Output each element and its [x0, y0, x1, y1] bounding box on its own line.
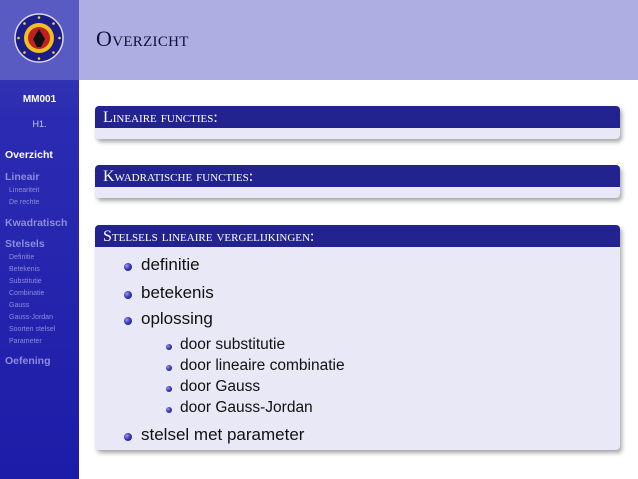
bullet-icon	[124, 317, 132, 325]
block-body	[95, 128, 620, 139]
list-item: stelsel met parameter	[141, 425, 305, 444]
nav-overzicht[interactable]: Overzicht	[5, 149, 53, 161]
frame-header	[79, 0, 638, 80]
list-item: definitie	[141, 255, 200, 274]
nav-lineariteit[interactable]: Lineariteit	[9, 187, 40, 194]
block-title: Stelsels lineaire vergelijkingen:	[95, 225, 620, 247]
list-subitem: door Gauss	[180, 378, 261, 395]
bullet-icon	[166, 386, 172, 392]
nav-oefening[interactable]: Oefening	[5, 355, 51, 367]
nav-parameter[interactable]: Parameter	[9, 338, 42, 345]
nav-betekenis[interactable]: Betekenis	[9, 266, 40, 273]
list-subitem: door substitutie	[180, 336, 286, 353]
bullet-icon	[166, 344, 172, 350]
chapter-label: H1.	[32, 119, 47, 129]
list-item: oplossing	[141, 309, 213, 328]
nav-substitutie[interactable]: Substitutie	[9, 278, 42, 285]
sidebar	[0, 0, 79, 479]
bullet-icon	[124, 291, 132, 299]
nav-gauss-jordan[interactable]: Gauss-Jordan	[9, 314, 53, 321]
list-subitem: door Gauss-Jordan	[180, 399, 313, 416]
bullet-icon	[166, 407, 172, 413]
list-item: betekenis	[141, 283, 214, 302]
nav-kwadratisch[interactable]: Kwadratisch	[5, 217, 68, 229]
list-subitem: door lineaire combinatie	[180, 357, 345, 374]
page-title: Overzicht	[96, 26, 189, 51]
course-code: MM001	[22, 94, 57, 105]
bullet-icon	[166, 365, 172, 371]
university-logo-icon	[14, 13, 64, 63]
nav-stelsels[interactable]: Stelsels	[5, 238, 45, 250]
block-body	[95, 247, 620, 450]
nav-gauss[interactable]: Gauss	[9, 302, 30, 309]
block-title: Lineaire functies:	[95, 106, 620, 128]
nav-definitie[interactable]: Definitie	[9, 254, 35, 261]
block-body	[95, 187, 620, 198]
block-title: Kwadratische functies:	[95, 165, 620, 187]
logo-area	[0, 0, 79, 80]
bullet-icon	[124, 433, 132, 441]
nav-soorten-stelsel[interactable]: Soorten stelsel	[9, 326, 56, 333]
block-kwadratische-functies	[95, 165, 620, 198]
nav-lineair[interactable]: Lineair	[5, 171, 40, 183]
bullet-icon	[124, 263, 132, 271]
nav-combinatie[interactable]: Combinatie	[9, 290, 45, 297]
block-stelsels	[95, 225, 620, 450]
nav-de-rechte[interactable]: De rechte	[9, 199, 40, 206]
block-lineaire-functies	[95, 106, 620, 139]
